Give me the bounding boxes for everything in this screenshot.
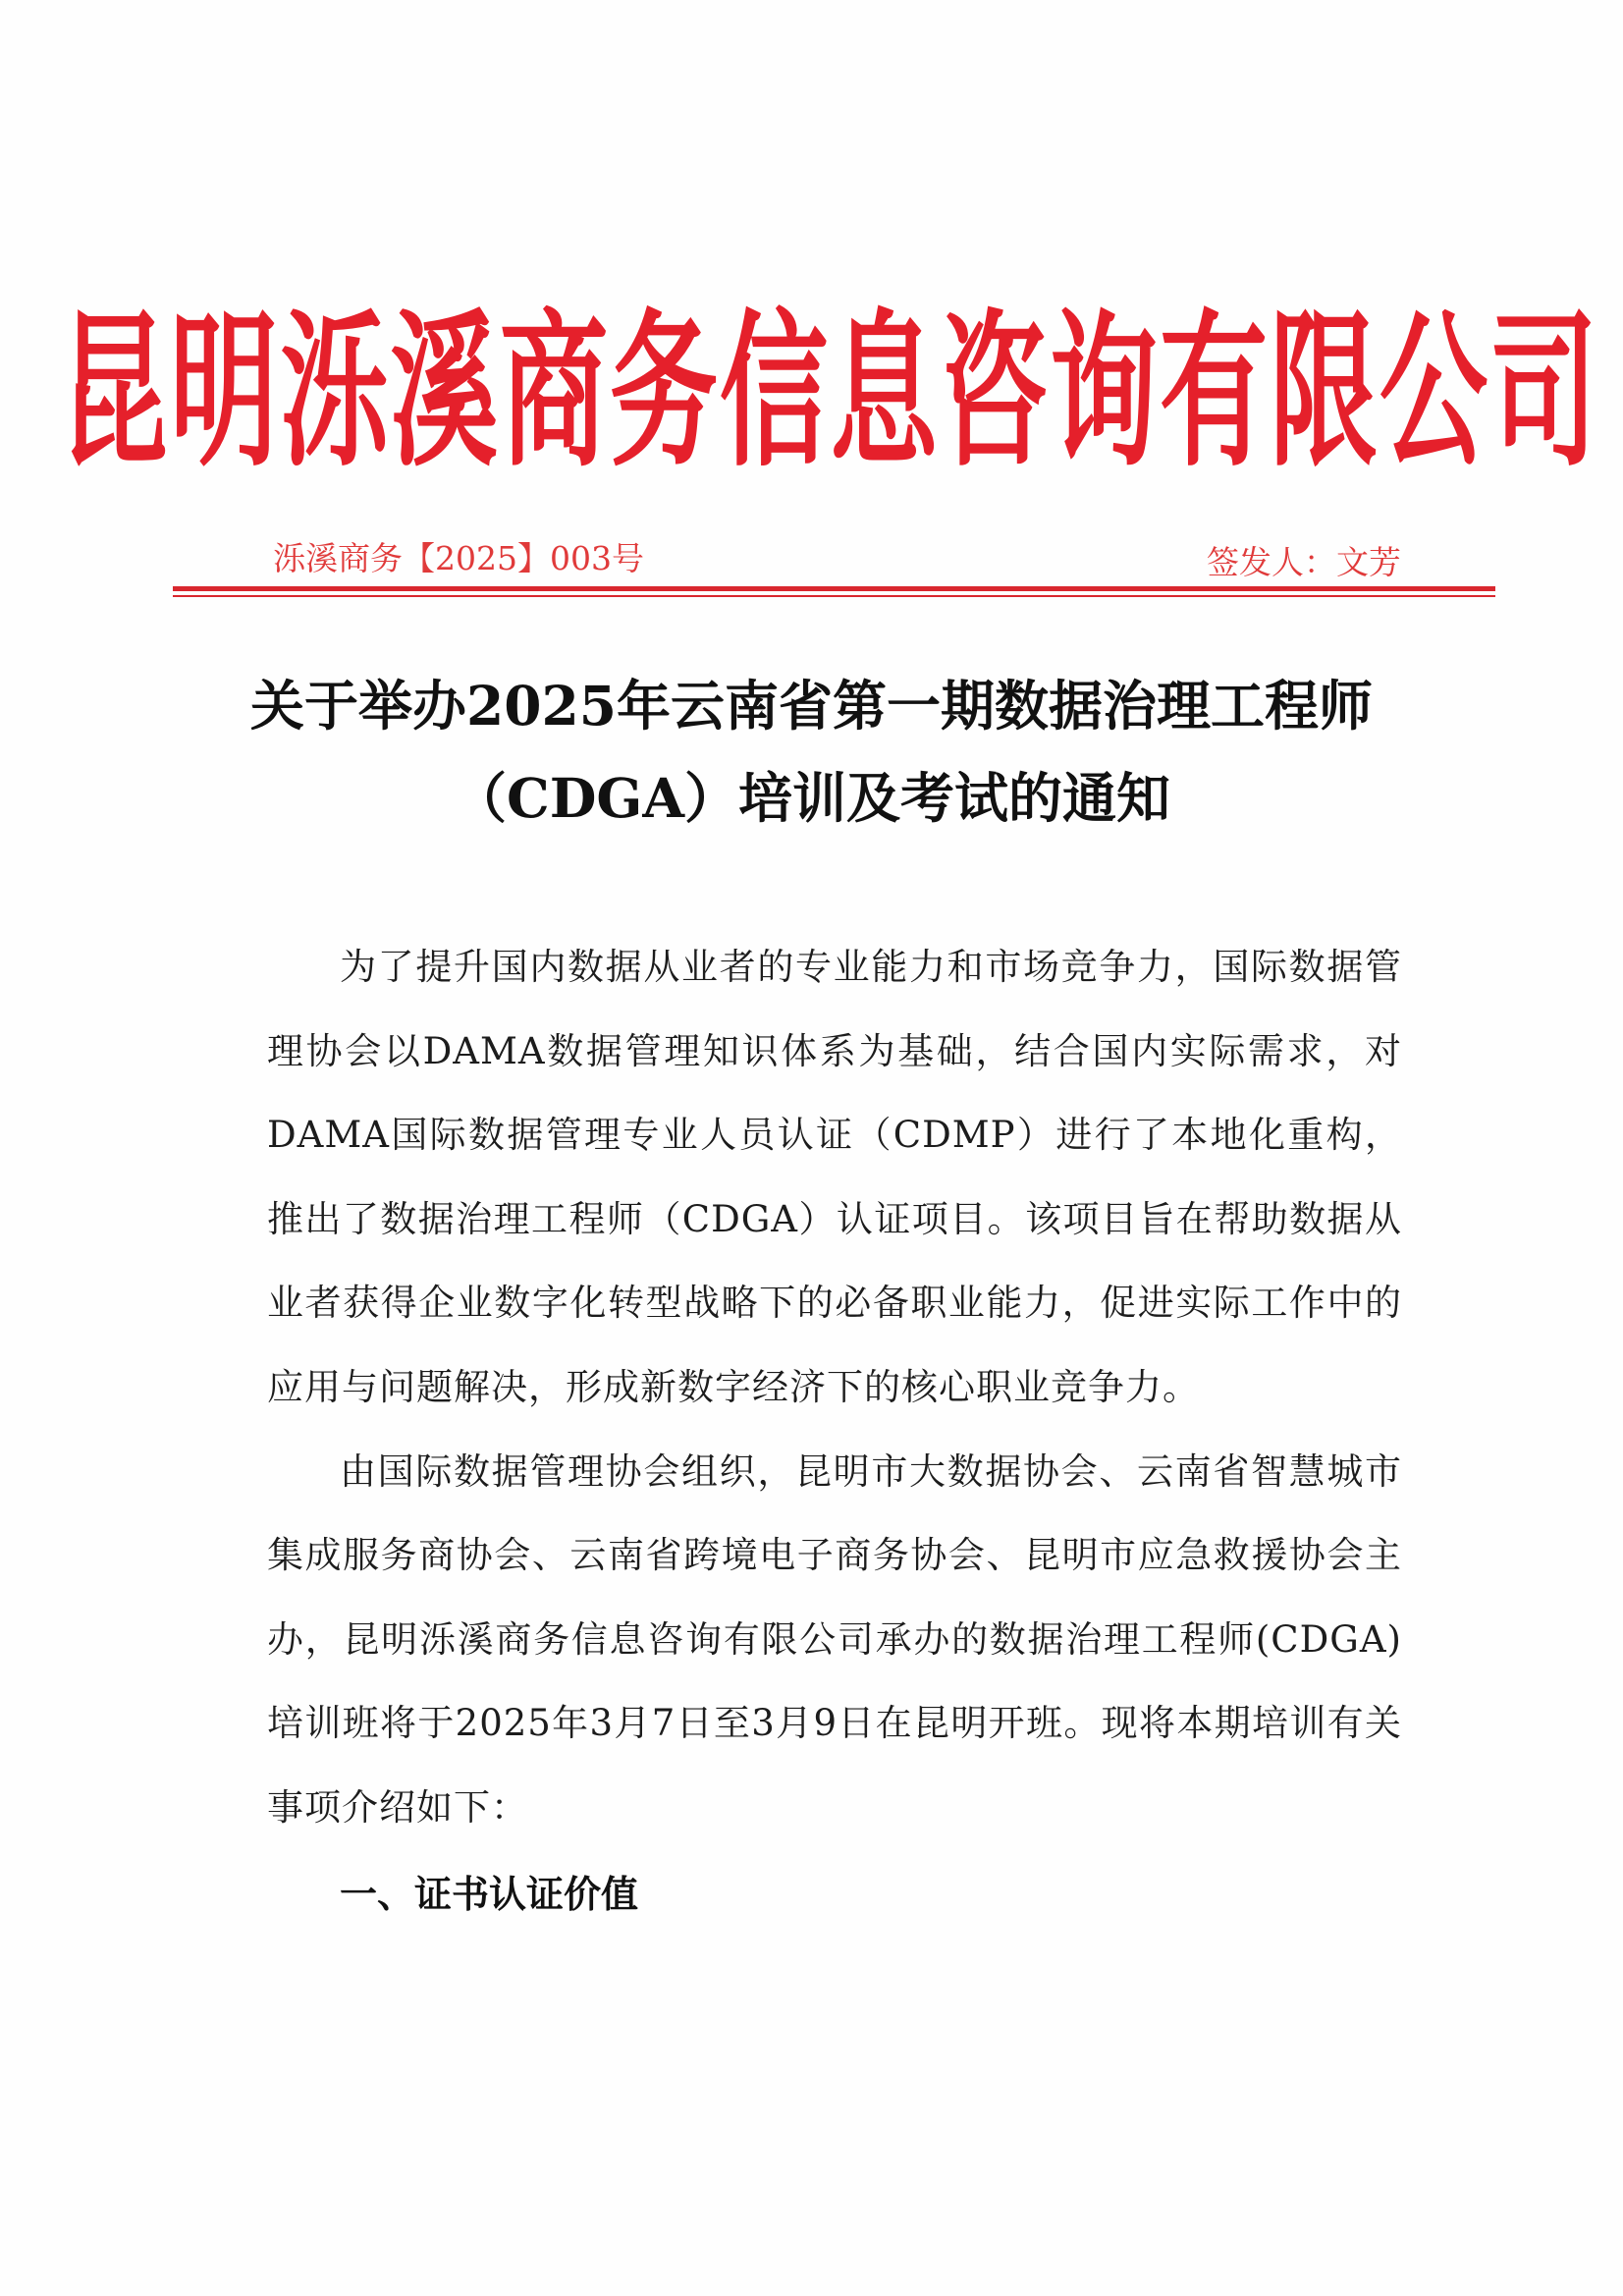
notice-body <box>267 925 1402 1850</box>
document-number: 泺溪商务【2025】003号 <box>273 539 644 577</box>
notice-title: 关于举办2025年云南省第一期数据治理工程师（CDGA）培训及考试的通知 <box>249 674 1374 830</box>
letterhead-red-rule-thick <box>173 586 1495 591</box>
letterhead-red-rule-thin <box>173 595 1495 597</box>
section-heading-1: 一、证书认证价值 <box>340 1872 639 1916</box>
body-paragraph-1: 为了提升国内数据从业者的专业能力和市场竞争力，国际数据管理协会以DAMA数据管理知识体系为基础，结合国内实际需求，对DAMA国际数据管理专业人员认证（CDMP）进行了本地化重构，推出了数据治理工程师（CDGA）认证项目。该项目旨在帮助数据从业者获得企业数字化转型战略下的必备职业能力，促进实际工作中的应用与问题解决，形成新数字经济下的核心职业竞争力。 <box>267 946 1402 1408</box>
letterhead-company-name: 昆明泺溪商务信息咨询有限公司 <box>60 294 1599 490</box>
signer: 签发人：文芳 <box>1207 543 1401 581</box>
body-paragraph-2: 由国际数据管理协会组织，昆明市大数据协会、云南省智慧城市集成服务商协会、云南省跨境电子商务协会、昆明市应急救援协会主办，昆明泺溪商务信息咨询有限公司承办的数据治理工程师(CDGA)培训班将于2025年3月7日至3月9日在昆明开班。现将本期培训有关事项介绍如下： <box>267 1449 1402 1829</box>
